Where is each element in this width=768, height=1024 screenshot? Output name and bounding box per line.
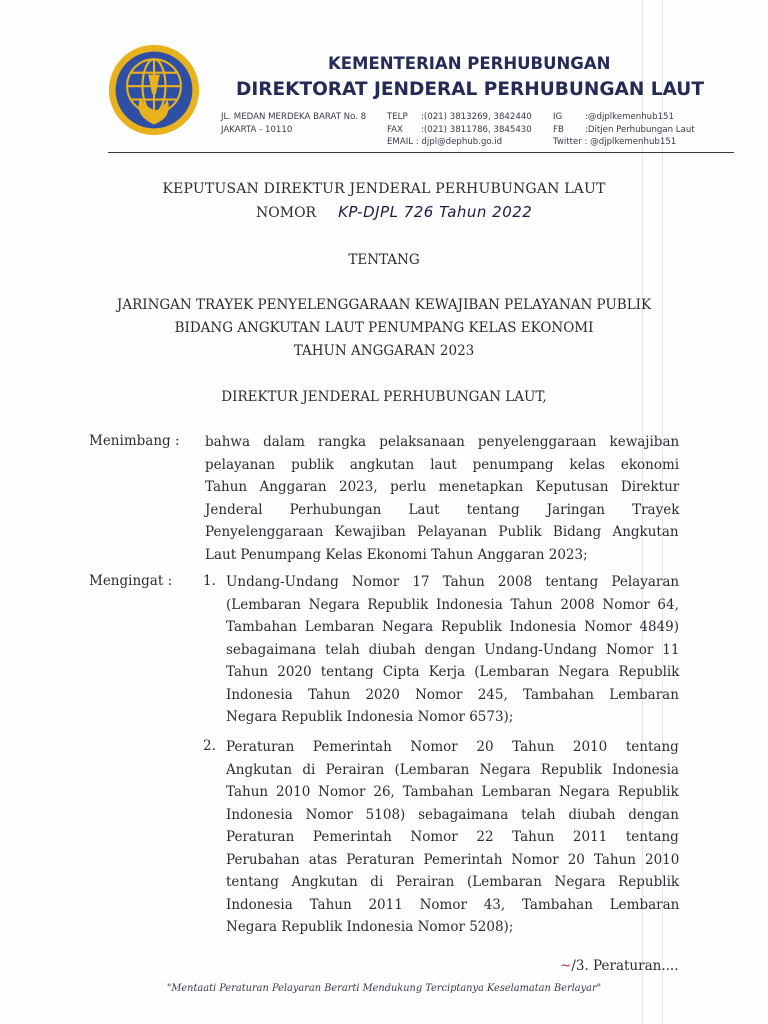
footer-motto: "Mentaati Peraturan Pelayaran Berarti Mendukung Terciptanya Keselamatan Berlayar" (166, 983, 602, 994)
paragraph-line: (Lembaran Negara Republik Indonesia Tahun 2008 Nomor 64, (226, 596, 679, 613)
continuation-text: /3. Peraturan.... (571, 958, 679, 974)
fb-row (553, 124, 695, 137)
ig-value: :@djplkemenhub151 (585, 112, 674, 122)
fax-row (387, 124, 532, 137)
email-row: EMAIL : djpl@dephub.go.id (387, 137, 503, 147)
paragraph-line: Tahun 2010 Nomor 26, Tambahan Lembaran Negara Republik (226, 784, 679, 800)
paragraph-line: Peraturan Pemerintah Nomor 22 Tahun 2011 tentang (226, 829, 679, 845)
paragraph-line: bahwa dalam rangka pelaksanaan penyelenggaraan kewajiban (205, 434, 680, 450)
paragraph-line: Undang-Undang Nomor 17 Tahun 2008 tentang Pelayaran (226, 574, 680, 590)
header-divider (108, 152, 734, 153)
paragraph-line: sebagaimana telah diubah dengan Undang-Undang Nomor 11 (226, 641, 680, 658)
address-block (221, 111, 366, 136)
directorate-name: DIREKTORAT JENDERAL PERHUBUNGAN LAUT (236, 79, 704, 100)
menimbang-label: Menimbang : (89, 433, 180, 449)
fax-value: :(021) 3811786, 3845430 (421, 124, 532, 135)
twitter-row: Twitter : @djplkemenhub151 (553, 137, 677, 147)
fb-label: FB (553, 124, 564, 135)
mengingat-label: Mengingat : (89, 573, 173, 589)
paragraph-line: Negara Republik Indonesia Nomor 5208); (226, 919, 514, 935)
continuation-note (560, 958, 678, 974)
ig-label: IG (553, 112, 563, 122)
paragraph-line: Peraturan Pemerintah Nomor 20 Tahun 2010 tentang (226, 739, 679, 755)
mengingat-item-2 (226, 736, 679, 939)
paragraph-line: Indonesia Tahun 2011 Nomor 43, Tambahan Lembaran (226, 896, 680, 913)
phone-block (387, 111, 532, 149)
phone-row (387, 111, 532, 124)
paragraph-line: Indonesia Tahun 2020 Nomor 245, Tambahan Lembaran (226, 686, 679, 703)
paragraph-line: Angkutan di Perairan (Lembaran Negara Republik Indonesia (226, 761, 679, 778)
fb-value: :Ditjen Perhubungan Laut (585, 124, 695, 135)
subject-line: TAHUN ANGGARAN 2023 (293, 343, 475, 359)
address-line: JAKARTA - 10110 (221, 124, 293, 135)
paragraph-line: Penyelenggaraan Kewajiban Pelayanan Publik Bidang Angkutan (205, 524, 679, 540)
mengingat-item-1 (226, 571, 679, 729)
social-block (553, 111, 695, 149)
paragraph-line: Laut Penumpang Kelas Ekonomi Tahun Anggaran 2023; (205, 546, 588, 563)
paragraph-line: Indonesia Nomor 5108) sebagaimana telah diubah dengan (226, 806, 679, 823)
continuation-mark: ~ (560, 958, 572, 974)
fax-label: FAX (387, 124, 403, 135)
phone-label: TELP (387, 112, 408, 122)
menimbang-paragraph (205, 431, 679, 566)
paragraph-line: Jenderal Perhubungan Laut tentang Jaringan Trayek (205, 501, 680, 518)
decree-subject (0, 294, 768, 363)
item-number: 2. (203, 738, 216, 754)
address-line: JL. MEDAN MERDEKA BARAT No. 8 (221, 112, 367, 122)
nomor-label: NOMOR (256, 205, 317, 221)
ministry-name: KEMENTERIAN PERHUBUNGAN (328, 54, 611, 73)
decree-title: KEPUTUSAN DIREKTUR JENDERAL PERHUBUNGAN LAUT (162, 181, 606, 197)
paragraph-line: Perubahan atas Peraturan Pemerintah Nomor 20 Tahun 2010 (226, 851, 680, 868)
subject-line: BIDANG ANGKUTAN LAUT PENUMPANG KELAS EKONOMI (174, 320, 594, 336)
decree-number-handwritten: KP-DJPL 726 Tahun 2022 (338, 203, 533, 221)
paragraph-line: Tahun 2020 tentang Cipta Kerja (Lembaran Negara Republik (226, 664, 680, 680)
phone-value: :(021) 3813269, 3842440 (421, 112, 532, 122)
decree-number-line (256, 203, 532, 221)
tentang-heading: TENTANG (348, 252, 420, 268)
subject-line: JARINGAN TRAYEK PENYELENGGARAAN KEWAJIBAN PELAYANAN PUBLIK (116, 297, 652, 313)
item-number: 1. (203, 573, 216, 589)
paragraph-line: tentang Angkutan di Perairan (Lembaran Negara Republik (226, 874, 680, 890)
ig-row (553, 111, 695, 124)
paragraph-line: Negara Republik Indonesia Nomor 6573); (226, 709, 514, 725)
paragraph-line: pelayanan publik angkutan laut penumpang kelas ekonomi (205, 456, 680, 473)
paragraph-line: Tahun Anggaran 2023, perlu menetapkan Keputusan Direktur (205, 479, 680, 495)
director-heading: DIREKTUR JENDERAL PERHUBUNGAN LAUT, (221, 389, 547, 405)
paragraph-line: Tambahan Lembaran Negara Republik Indonesia Nomor 4849) (226, 619, 679, 635)
ministry-logo-icon (106, 42, 202, 138)
